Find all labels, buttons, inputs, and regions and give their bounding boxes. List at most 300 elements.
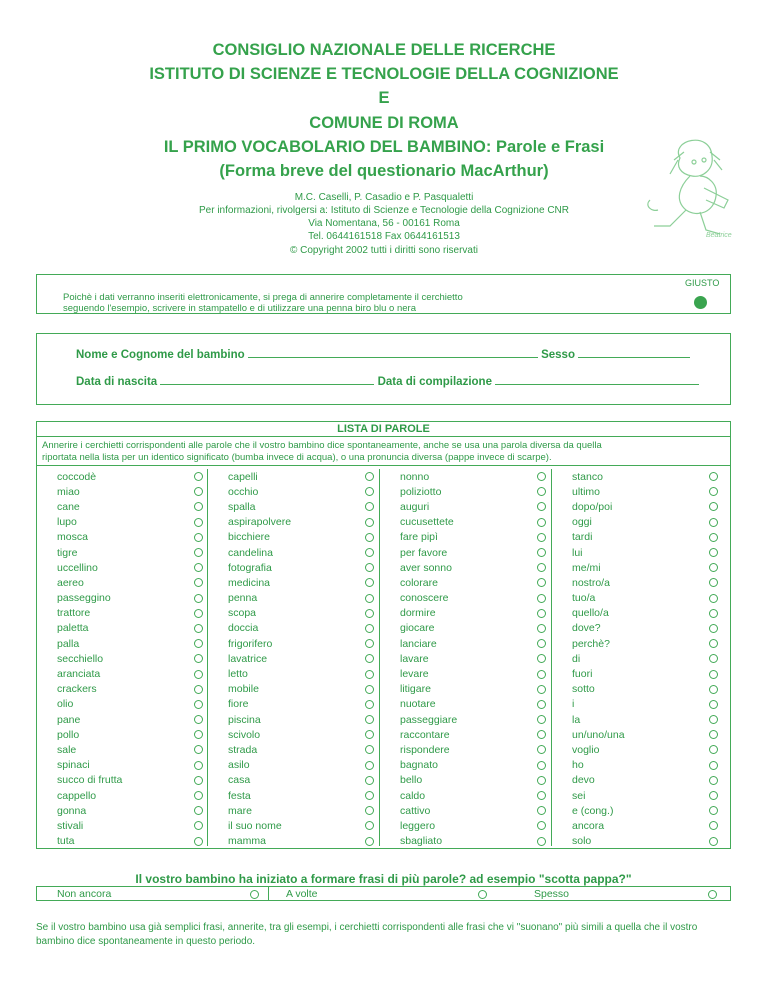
word-label: solo [572,835,592,848]
word-row [552,530,722,545]
word-label: stanco [572,470,603,483]
option-label-not-yet: Non ancora [57,888,112,900]
word-label: gonna [57,804,87,817]
word-row [552,666,722,681]
word-checkbox-circle[interactable] [194,806,203,815]
word-label: e (cong.) [572,804,614,817]
word-row [380,621,550,636]
word-label: leggero [400,819,436,832]
word-row [37,560,207,575]
word-checkbox-circle[interactable] [365,548,374,557]
word-checkbox-circle[interactable] [194,670,203,679]
word-checkbox-circle[interactable] [365,821,374,830]
word-row [37,469,207,484]
word-row [208,621,378,636]
word-checkbox-circle[interactable] [709,670,718,679]
word-row [208,666,378,681]
word-label: nuotare [400,698,436,711]
word-checkbox-circle[interactable] [709,472,718,481]
word-label: lanciare [400,637,437,650]
word-row [37,773,207,788]
word-row [552,712,722,727]
word-label: giocare [400,622,435,635]
word-checkbox-circle[interactable] [537,609,546,618]
word-list-title: LISTA DI PAROLE [337,423,430,435]
word-checkbox-circle[interactable] [537,624,546,633]
word-checkbox-circle[interactable] [365,518,374,527]
example-label: GIUSTO [685,278,720,288]
option-often-circle[interactable] [708,890,717,899]
word-label: frigorifero [228,637,273,650]
word-label: raccontare [400,728,450,741]
word-checkbox-circle[interactable] [365,776,374,785]
header-line-1: CONSIGLIO NAZIONALE DELLE RICERCHE [212,41,556,59]
word-checkbox-circle[interactable] [365,670,374,679]
word-checkbox-circle[interactable] [537,806,546,815]
word-label: aereo [57,576,84,589]
word-label: capelli [228,470,258,483]
word-checkbox-circle[interactable] [537,776,546,785]
word-checkbox-circle[interactable] [537,487,546,496]
word-checkbox-circle[interactable] [537,821,546,830]
word-checkbox-circle[interactable] [194,563,203,572]
word-label: mobile [228,683,259,696]
word-row [208,499,378,514]
word-row [552,788,722,803]
word-checkbox-circle[interactable] [365,745,374,754]
word-row [380,499,550,514]
description-line-2: riportata nella lista per un identico significato (bumba invece di acqua), o una pronuncia diversa (pappe invece di scarpe). [42,451,552,463]
word-label: dormire [400,607,436,620]
word-checkbox-circle[interactable] [194,594,203,603]
name-label: Nome e Cognome del bambino [76,349,245,361]
word-label: mare [228,804,252,817]
word-label: spinaci [57,759,90,772]
word-checkbox-circle[interactable] [194,821,203,830]
word-checkbox-circle[interactable] [194,518,203,527]
word-label: sale [57,743,77,756]
word-checkbox-circle[interactable] [194,472,203,481]
word-row [552,636,722,651]
word-row [552,651,722,666]
word-checkbox-circle[interactable] [537,472,546,481]
word-checkbox-circle[interactable] [709,776,718,785]
word-checkbox-circle[interactable] [709,715,718,724]
word-checkbox-circle[interactable] [365,715,374,724]
word-row [380,712,550,727]
word-checkbox-circle[interactable] [365,791,374,800]
word-label: medicina [228,576,271,589]
word-label: tuta [57,835,75,848]
word-row [208,788,378,803]
word-row [380,666,550,681]
word-checkbox-circle[interactable] [365,487,374,496]
word-checkbox-circle[interactable] [194,791,203,800]
word-checkbox-circle[interactable] [709,548,718,557]
word-label: devo [572,774,595,787]
word-row [208,818,378,833]
word-row [37,575,207,590]
word-row [552,727,722,742]
filled-circle-example [694,296,707,309]
word-label: uccellino [57,561,98,574]
word-row [37,803,207,818]
word-checkbox-circle[interactable] [365,578,374,587]
word-label: occhio [228,485,259,498]
word-label: festa [228,789,251,802]
phone-line: Tel. 0644161518 Fax 0644161513 [308,231,460,243]
word-row [208,742,378,757]
word-checkbox-circle[interactable] [537,548,546,557]
word-checkbox-circle[interactable] [194,548,203,557]
title-divider [36,436,731,437]
note-line-2: bambino dice spontaneamente in questo periodo. [36,936,256,947]
word-row [37,682,207,697]
word-row [380,818,550,833]
word-checkbox-circle[interactable] [709,791,718,800]
word-checkbox-circle[interactable] [709,518,718,527]
word-checkbox-circle[interactable] [709,685,718,694]
word-label: nostro/a [572,576,610,589]
word-row [208,606,378,621]
word-checkbox-circle[interactable] [194,487,203,496]
word-checkbox-circle[interactable] [709,761,718,770]
word-checkbox-circle[interactable] [194,761,203,770]
word-row [380,834,550,849]
word-label: pollo [57,728,80,741]
word-checkbox-circle[interactable] [365,609,374,618]
word-label: mamma [228,835,266,848]
word-row [380,606,550,621]
word-checkbox-circle[interactable] [194,730,203,739]
word-row [37,697,207,712]
options-divider [268,886,269,901]
word-label: i [572,698,575,711]
word-row [208,560,378,575]
word-checkbox-circle[interactable] [537,578,546,587]
word-row [37,758,207,773]
word-row [380,758,550,773]
word-label: succo di frutta [57,774,123,787]
word-checkbox-circle[interactable] [365,502,374,511]
word-checkbox-circle[interactable] [365,837,374,846]
word-row [37,727,207,742]
word-checkbox-circle[interactable] [194,609,203,618]
word-label: ancora [572,819,605,832]
word-checkbox-circle[interactable] [709,594,718,603]
child-info-box [36,333,731,405]
word-label: auguri [400,500,430,513]
word-checkbox-circle[interactable] [537,837,546,846]
word-row [380,682,550,697]
word-row [208,758,378,773]
word-label: passeggino [57,592,111,605]
word-row [380,560,550,575]
word-row [380,636,550,651]
word-checkbox-circle[interactable] [194,745,203,754]
word-label: casa [228,774,251,787]
word-row [380,575,550,590]
word-checkbox-circle[interactable] [365,654,374,663]
word-row [552,469,722,484]
word-label: mosca [57,531,88,544]
word-checkbox-circle[interactable] [194,837,203,846]
sentences-note [36,921,736,949]
word-row [552,834,722,849]
word-checkbox-circle[interactable] [365,472,374,481]
word-checkbox-circle[interactable] [709,609,718,618]
word-column-2 [208,469,378,849]
word-label: caldo [400,789,426,802]
word-checkbox-circle[interactable] [194,715,203,724]
word-checkbox-circle[interactable] [709,745,718,754]
word-label: cappello [57,789,97,802]
word-checkbox-circle[interactable] [365,700,374,709]
word-label: poliziotto [400,485,442,498]
word-checkbox-circle[interactable] [365,624,374,633]
word-checkbox-circle[interactable] [537,745,546,754]
authors: M.C. Caselli, P. Casadio e P. Pasqualetti [294,192,474,204]
description-divider [36,465,731,466]
instructions-line-1: Poichè i dati verranno inseriti elettronicamente, si prega di annerire completamente il cerchietto [63,292,463,303]
word-label: di [572,652,581,665]
word-row [552,621,722,636]
word-checkbox-circle[interactable] [709,654,718,663]
word-checkbox-circle[interactable] [709,837,718,846]
word-row [552,560,722,575]
word-row [37,530,207,545]
word-label: tigre [57,546,78,559]
word-checkbox-circle[interactable] [709,806,718,815]
word-row [208,545,378,560]
word-label: sotto [572,683,595,696]
word-label: miao [57,485,80,498]
word-label: quello/a [572,607,609,620]
word-checkbox-circle[interactable] [537,594,546,603]
word-row [208,651,378,666]
word-row [380,515,550,530]
word-checkbox-circle[interactable] [709,821,718,830]
child-illustration [640,130,750,250]
word-row [380,773,550,788]
word-label: lui [572,546,583,559]
word-label: cattivo [400,804,431,817]
word-row [552,818,722,833]
word-label: lavare [400,652,429,665]
word-checkbox-circle[interactable] [709,730,718,739]
word-checkbox-circle[interactable] [537,730,546,739]
word-label: strada [228,743,258,756]
word-row [37,834,207,849]
word-checkbox-circle[interactable] [365,730,374,739]
word-label: me/mi [572,561,601,574]
word-checkbox-circle[interactable] [709,533,718,542]
name-field[interactable] [248,347,538,358]
word-checkbox-circle[interactable] [709,578,718,587]
word-column-1 [37,469,207,849]
word-checkbox-circle[interactable] [194,639,203,648]
word-label: dopo/poi [572,500,613,513]
word-label: candelina [228,546,273,559]
word-row [380,742,550,757]
word-checkbox-circle[interactable] [537,791,546,800]
word-checkbox-circle[interactable] [537,502,546,511]
word-row [380,697,550,712]
word-row [208,697,378,712]
compilation-field[interactable] [495,374,699,385]
word-row [37,621,207,636]
word-label: colorare [400,576,438,589]
word-checkbox-circle[interactable] [709,563,718,572]
word-checkbox-circle[interactable] [709,502,718,511]
info-line: Per informazioni, rivolgersi a: Istituto di Scienze e Tecnologie della Cognizione CNR [199,205,569,217]
word-row [552,758,722,773]
word-row [37,818,207,833]
word-row [552,773,722,788]
word-checkbox-circle[interactable] [537,670,546,679]
word-checkbox-circle[interactable] [709,624,718,633]
word-label: fiore [228,698,249,711]
word-label: tuo/a [572,592,596,605]
word-row [37,651,207,666]
word-label: litigare [400,683,431,696]
word-checkbox-circle[interactable] [194,654,203,663]
word-label: cucusettete [400,516,454,529]
word-label: voglio [572,743,600,756]
word-label: la [572,713,581,726]
word-checkbox-circle[interactable] [365,761,374,770]
word-label: paletta [57,622,89,635]
word-checkbox-circle[interactable] [537,533,546,542]
word-row [37,499,207,514]
word-label: spalla [228,500,256,513]
word-row [208,469,378,484]
word-row [552,499,722,514]
word-label: scopa [228,607,257,620]
option-not-yet-circle[interactable] [250,890,259,899]
word-label: dove? [572,622,601,635]
word-row [37,545,207,560]
word-row [208,834,378,849]
word-row [380,788,550,803]
word-checkbox-circle[interactable] [194,533,203,542]
word-row [380,727,550,742]
word-checkbox-circle[interactable] [537,715,546,724]
word-checkbox-circle[interactable] [365,563,374,572]
word-label: pane [57,713,81,726]
word-checkbox-circle[interactable] [537,685,546,694]
word-label: lavatrice [228,652,268,665]
word-label: letto [228,668,248,681]
word-row [37,515,207,530]
copyright-line: © Copyright 2002 tutti i diritti sono riservati [289,245,478,257]
word-checkbox-circle[interactable] [365,639,374,648]
word-row [208,712,378,727]
word-label: palla [57,637,80,650]
word-checkbox-circle[interactable] [537,700,546,709]
illustration-signature: Beatrice [706,232,732,239]
word-label: passeggiare [400,713,458,726]
word-row [37,712,207,727]
word-row [552,591,722,606]
word-label: scivolo [228,728,261,741]
word-checkbox-circle[interactable] [194,502,203,511]
word-checkbox-circle[interactable] [709,639,718,648]
address-line: Via Nomentana, 56 - 00161 Roma [308,218,460,230]
word-checkbox-circle[interactable] [194,685,203,694]
word-row [37,484,207,499]
word-label: penna [228,592,258,605]
word-label: bagnato [400,759,438,772]
word-checkbox-circle[interactable] [537,639,546,648]
word-checkbox-circle[interactable] [365,685,374,694]
word-label: lupo [57,516,77,529]
word-row [552,545,722,560]
word-checkbox-circle[interactable] [194,624,203,633]
word-checkbox-circle[interactable] [365,594,374,603]
word-row [37,666,207,681]
word-checkbox-circle[interactable] [709,487,718,496]
word-checkbox-circle[interactable] [537,654,546,663]
word-label: stivali [57,819,84,832]
word-row [552,606,722,621]
word-label: coccodè [57,470,97,483]
word-checkbox-circle[interactable] [709,700,718,709]
word-label: cane [57,500,80,513]
word-row [552,697,722,712]
word-label: sei [572,789,586,802]
word-label: tardi [572,531,593,544]
word-row [380,484,550,499]
word-row [208,575,378,590]
word-column-3 [380,469,550,849]
header-line-2: ISTITUTO DI SCIENZE E TECNOLOGIE DELLA COGNIZIONE [149,65,619,84]
birth-field[interactable] [160,374,374,385]
option-label-often: Spesso [534,888,570,900]
word-row [552,682,722,697]
word-checkbox-circle[interactable] [365,806,374,815]
word-label: sbagliato [400,835,443,848]
word-row [37,742,207,757]
word-label: aver sonno [400,561,452,574]
word-checkbox-circle[interactable] [194,776,203,785]
word-row [37,591,207,606]
word-row [552,742,722,757]
instructions-line-2: seguendo l'esempio, scrivere in stampatello e di utilizzare una penna biro blu o nera [63,303,416,314]
word-row [552,484,722,499]
word-checkbox-circle[interactable] [194,700,203,709]
word-row [37,636,207,651]
word-row [552,803,722,818]
word-checkbox-circle[interactable] [537,563,546,572]
birth-label: Data di nascita [76,376,158,388]
option-sometimes-circle[interactable] [478,890,487,899]
word-checkbox-circle[interactable] [194,578,203,587]
word-label: fare pipì [400,531,438,544]
word-label: rispondere [400,743,450,756]
word-row [380,545,550,560]
sex-field[interactable] [578,347,690,358]
word-checkbox-circle[interactable] [537,761,546,770]
word-checkbox-circle[interactable] [365,533,374,542]
word-label: il suo nome [228,819,282,832]
word-row [208,803,378,818]
word-row [552,575,722,590]
word-row [208,727,378,742]
sex-label: Sesso [541,349,575,361]
instructions-box [36,274,731,314]
word-checkbox-circle[interactable] [537,518,546,527]
